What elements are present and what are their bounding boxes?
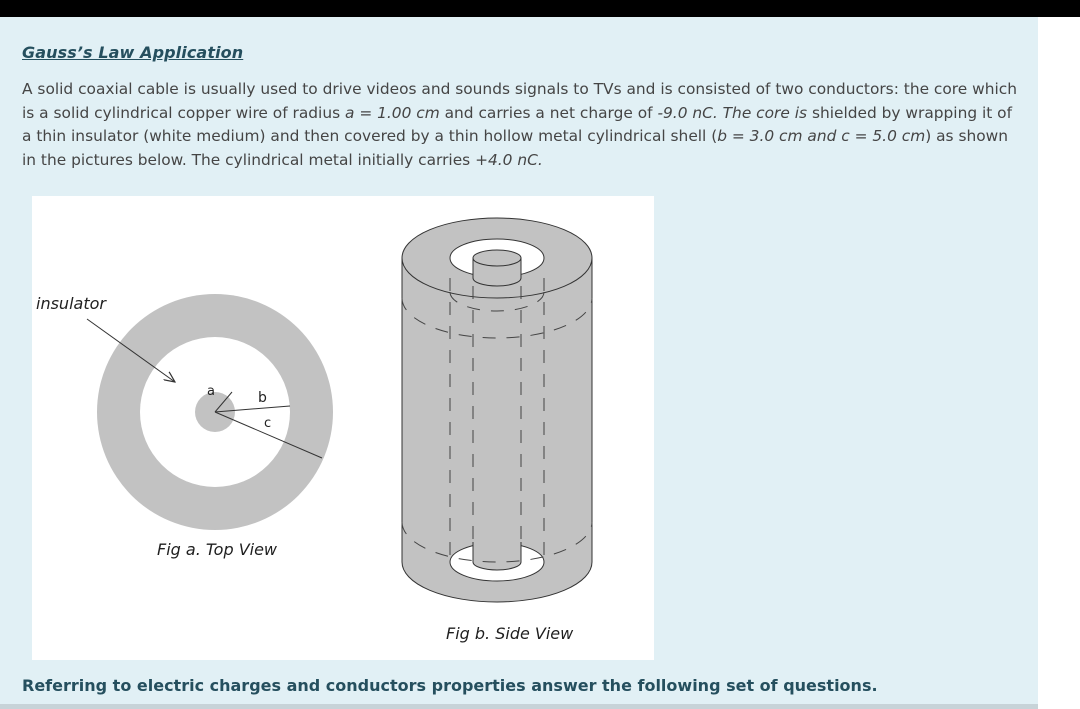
top-view-diagram bbox=[87, 294, 333, 530]
figure-panel bbox=[32, 196, 654, 660]
problem-paragraph bbox=[22, 78, 1022, 172]
fig-a-caption: Fig a. Top View bbox=[157, 540, 278, 559]
paragraph-run: shielded by wrapping it of a thin insulator (white medium) and then covered by a thin hollow metal cylindrical shell ( bbox=[22, 103, 1013, 145]
top-core-face bbox=[473, 250, 521, 266]
paragraph-run: and carries a net charge of bbox=[439, 103, 658, 122]
figure-drawing bbox=[32, 196, 654, 660]
paragraph-run: ) as shown in the pictures below. The cylindrical metal initially carries bbox=[22, 127, 1008, 169]
paragraph-italic-run: a = 1.00 cm bbox=[345, 103, 440, 122]
side-view-diagram bbox=[402, 218, 592, 602]
radius-a-label: a bbox=[207, 384, 215, 399]
paragraph-run: A solid coaxial cable is usually used to drive videos and sounds signals to TVs and is consisted of two conductors: the core which is a solid cylindrical copper wire of radius bbox=[22, 80, 1017, 122]
insulator-label: insulator bbox=[36, 294, 106, 313]
radius-b-label: b bbox=[258, 390, 267, 406]
fig-b-caption: Fig b. Side View bbox=[446, 624, 574, 643]
page-title: Gauss’s Law Application bbox=[22, 43, 244, 62]
questions-intro: Referring to electric charges and conductors properties answer the following set of questions. bbox=[22, 676, 878, 695]
paragraph-italic-run: -9.0 nC. The core is bbox=[657, 103, 808, 122]
bottom-core bbox=[473, 542, 521, 570]
panel-bottom-border bbox=[0, 704, 1038, 709]
paragraph-italic-run: +4.0 nC. bbox=[475, 150, 543, 169]
radius-c-label: c bbox=[264, 416, 272, 431]
right-margin bbox=[1038, 17, 1080, 709]
paragraph-italic-run: b = 3.0 cm and c = 5.0 cm bbox=[717, 127, 926, 145]
top-black-bar bbox=[0, 0, 1080, 17]
